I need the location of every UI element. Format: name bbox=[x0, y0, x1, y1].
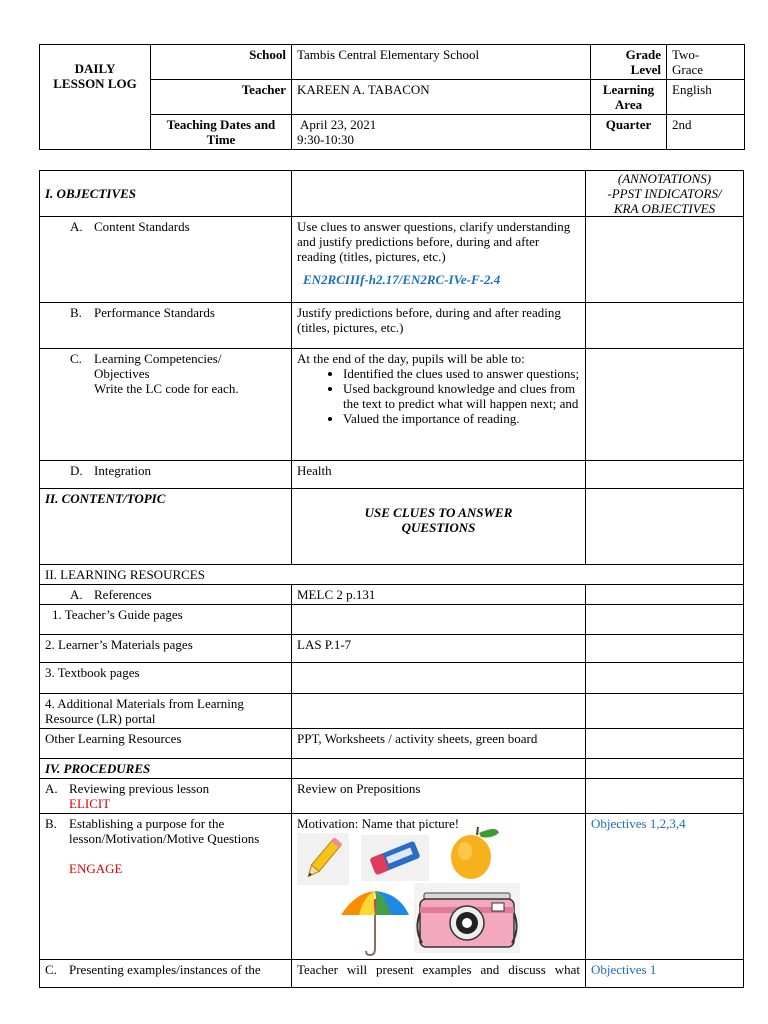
item-letter: A. bbox=[45, 781, 58, 796]
title-line: LESSON LOG bbox=[53, 76, 137, 91]
item-letter: B. bbox=[70, 305, 82, 320]
area-label-line: Area bbox=[614, 97, 643, 112]
pencil-icon bbox=[297, 833, 349, 885]
topic-line: USE CLUES TO ANSWER bbox=[364, 505, 513, 520]
empty-cell bbox=[586, 461, 744, 489]
competencies-value bbox=[292, 349, 586, 461]
content-heading: II. CONTENT/TOPIC bbox=[40, 489, 292, 565]
procedures-heading: IV. PROCEDURES bbox=[40, 759, 292, 779]
empty-cell bbox=[586, 635, 744, 663]
empty-cell bbox=[586, 759, 744, 779]
competencies-intro: At the end of the day, pupils will be able to: bbox=[297, 351, 525, 366]
item-label: Presenting examples/instances of the bbox=[69, 962, 261, 977]
area-value: English bbox=[667, 80, 745, 115]
list-item: • Identified the clues used to answer questions; bbox=[343, 366, 580, 381]
empty-cell bbox=[586, 585, 744, 605]
dates-label bbox=[151, 115, 292, 150]
camera-icon bbox=[414, 883, 520, 953]
additional-line: Resource (LR) portal bbox=[45, 711, 156, 726]
item-label: References bbox=[94, 587, 152, 602]
grade-label-line: Level bbox=[630, 62, 661, 77]
motivation-pictures bbox=[297, 831, 580, 956]
empty-cell bbox=[586, 663, 744, 694]
content-text: Use clues to answer questions, clarify understanding and justify predictions before, during and after reading (titles, pictures, etc.) bbox=[297, 219, 571, 264]
learners-materials-value: LAS P.1-7 bbox=[292, 635, 586, 663]
list-item: • Used background knowledge and clues from the text to predict what will happen next; and bbox=[343, 381, 580, 411]
item-letter: B. bbox=[45, 816, 57, 831]
integration-label bbox=[40, 461, 292, 489]
motivation-label bbox=[40, 814, 292, 960]
topic-line: QUESTIONS bbox=[401, 520, 476, 535]
title-line: DAILY bbox=[74, 61, 116, 76]
header-table bbox=[39, 44, 745, 150]
dates-label-line: Time bbox=[206, 132, 236, 147]
annotations-line: -PPST INDICATORS/ bbox=[607, 186, 722, 201]
item-label: Establishing a purpose for the bbox=[69, 816, 225, 831]
grade-label-line: Grade bbox=[625, 47, 661, 62]
empty-cell bbox=[586, 349, 744, 461]
empty-cell bbox=[586, 729, 744, 759]
presenting-value: Teacher will present examples and discuss what bbox=[292, 960, 586, 988]
competencies-list bbox=[297, 366, 580, 426]
item-label: lesson/Motivation/Motive Questions bbox=[69, 831, 260, 846]
grade-label bbox=[591, 45, 667, 80]
empty-cell bbox=[586, 489, 744, 565]
annotations-line: (ANNOTATIONS) bbox=[617, 171, 712, 186]
competencies-label bbox=[40, 349, 292, 461]
empty-cell bbox=[292, 663, 586, 694]
item-letter: D. bbox=[70, 463, 83, 478]
item-letter: C. bbox=[45, 962, 57, 977]
review-label bbox=[40, 779, 292, 814]
empty-cell bbox=[586, 217, 744, 303]
engage-tag: ENGAGE bbox=[69, 861, 123, 876]
eraser-icon bbox=[361, 835, 429, 881]
teacher-value: KAREEN A. TABACON bbox=[292, 80, 591, 115]
empty-cell bbox=[586, 605, 744, 635]
lc-code: EN2RCIIIf-h2.17/EN2RC-IVe-F-2.4 bbox=[303, 272, 501, 287]
school-label: School bbox=[151, 45, 292, 80]
annotations-line: KRA OBJECTIVES bbox=[613, 201, 716, 216]
lesson-table bbox=[39, 170, 744, 988]
item-letter: A. bbox=[70, 219, 83, 234]
other-resources-label: Other Learning Resources bbox=[40, 729, 292, 759]
review-value: Review on Prepositions bbox=[292, 779, 586, 814]
quarter-label: Quarter bbox=[591, 115, 667, 150]
textbook-label: 3. Textbook pages bbox=[40, 663, 292, 694]
empty-cell bbox=[292, 694, 586, 729]
content-standards-value bbox=[292, 217, 586, 303]
dates-label-line: Teaching Dates and bbox=[166, 117, 276, 132]
topic-value bbox=[292, 489, 586, 565]
umbrella-icon bbox=[337, 889, 413, 959]
other-resources-value: PPT, Worksheets / activity sheets, green board bbox=[292, 729, 586, 759]
performance-standards-value: Justify predictions before, during and after reading (titles, pictures, etc.) bbox=[292, 303, 586, 349]
date-value: April 23, 2021 bbox=[300, 117, 377, 132]
grade-value bbox=[667, 45, 745, 80]
area-label-line: Learning bbox=[602, 82, 655, 97]
item-label: Performance Standards bbox=[94, 305, 215, 320]
teachers-guide-label: 1. Teacher’s Guide pages bbox=[40, 605, 292, 635]
item-label: Integration bbox=[94, 463, 152, 478]
objectives-heading: I. OBJECTIVES bbox=[40, 171, 292, 217]
references-value: MELC 2 p.131 bbox=[292, 585, 586, 605]
resources-heading: II. LEARNING RESOURCES bbox=[40, 565, 744, 585]
area-label bbox=[591, 80, 667, 115]
motivation-value bbox=[292, 814, 586, 960]
mango-icon bbox=[447, 823, 503, 883]
content-standards-label bbox=[40, 217, 292, 303]
presenting-annotation: Objectives 1 bbox=[586, 960, 744, 988]
presenting-label bbox=[40, 960, 292, 988]
item-letter: A. bbox=[70, 587, 83, 602]
grade-value-line: Two- bbox=[672, 47, 700, 62]
motivation-text: Motivation: Name that picture! bbox=[297, 816, 460, 831]
item-label: Learning Competencies/ bbox=[94, 351, 222, 366]
item-label: Content Standards bbox=[94, 219, 190, 234]
time-value: 9:30-10:30 bbox=[297, 132, 355, 147]
teacher-label: Teacher bbox=[151, 80, 292, 115]
empty-cell bbox=[586, 303, 744, 349]
integration-value: Health bbox=[292, 461, 586, 489]
item-label: Write the LC code for each. bbox=[94, 381, 239, 396]
annotations-heading bbox=[586, 171, 744, 217]
learners-materials-label: 2. Learner’s Materials pages bbox=[40, 635, 292, 663]
elicit-tag: ELICIT bbox=[69, 796, 111, 811]
motivation-annotation: Objectives 1,2,3,4 bbox=[586, 814, 744, 960]
empty-cell bbox=[292, 759, 586, 779]
empty-cell bbox=[586, 694, 744, 729]
item-letter: C. bbox=[70, 351, 82, 366]
empty-cell bbox=[586, 779, 744, 814]
school-value: Tambis Central Elementary School bbox=[292, 45, 591, 80]
quarter-value: 2nd bbox=[667, 115, 745, 150]
additional-line: 4. Additional Materials from Learning bbox=[45, 696, 244, 711]
performance-standards-label bbox=[40, 303, 292, 349]
additional-materials-label bbox=[40, 694, 292, 729]
item-label: Reviewing previous lesson bbox=[69, 781, 210, 796]
dates-value bbox=[292, 115, 591, 150]
references-label bbox=[40, 585, 292, 605]
item-label: Objectives bbox=[94, 366, 150, 381]
empty-cell bbox=[292, 171, 586, 217]
empty-cell bbox=[292, 605, 586, 635]
grade-value-line: Grace bbox=[672, 62, 704, 77]
list-item: • Valued the importance of reading. bbox=[343, 411, 580, 426]
dll-title bbox=[40, 45, 151, 150]
